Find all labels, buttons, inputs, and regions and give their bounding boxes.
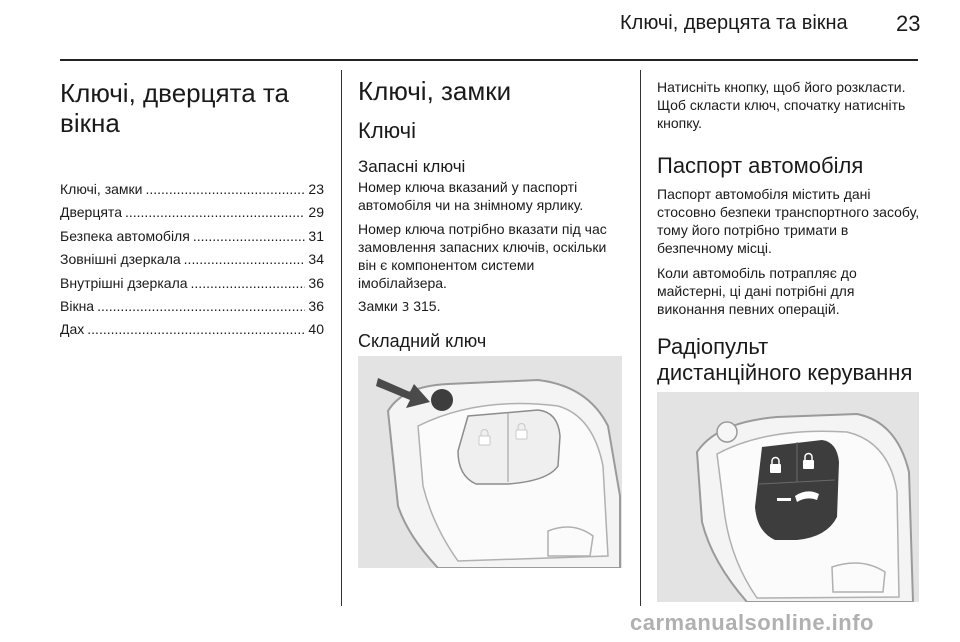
heading-vehicle-passport: Паспорт автомобіля bbox=[657, 153, 864, 178]
section-heading-keys-locks: Ключі, замки bbox=[358, 76, 512, 106]
key-release-button bbox=[431, 389, 453, 411]
toc-entry[interactable]: Внутрішні дзеркала ..... 36 bbox=[60, 272, 324, 295]
toc-entry[interactable]: Вікна ..... 36 bbox=[60, 295, 324, 318]
paragraph-passport-safety: Паспорт автомобіля містить дані стосовно безпеки транспортного засобу, тому його потрібно тримати в безпечному місці. bbox=[657, 186, 920, 256]
page-reference-arrow-icon: 3 bbox=[401, 300, 410, 314]
column-divider-1 bbox=[341, 70, 342, 606]
page-number: 23 bbox=[896, 11, 921, 36]
heading-remote-control-line-2: дистанційного керування bbox=[657, 360, 913, 385]
toc-entry[interactable]: Дах ..... 40 bbox=[60, 318, 324, 341]
toc-entry[interactable]: Ключі, замки ..... 23 bbox=[60, 178, 324, 201]
remote-key-drawing bbox=[657, 392, 919, 602]
toc-entry[interactable]: Дверцята ..... 29 bbox=[60, 201, 324, 224]
remote-control-illustration bbox=[657, 392, 919, 602]
column-divider-2 bbox=[640, 70, 641, 606]
chapter-title: Ключі, дверцята та вікна bbox=[60, 78, 289, 138]
paragraph-order-keys: Номер ключа потрібно вказати під час замовлення запасних ключів, оскільки він є компонентом системи імобілайзера. bbox=[358, 221, 607, 291]
paragraph-passport-workshop: Коли автомобіль потрапляє до майстерні, ці дані потрібні для виконання певних операцій. bbox=[657, 265, 857, 317]
running-header-title: Ключі, дверцята та вікна bbox=[620, 12, 848, 34]
cross-reference-locks[interactable]: Замки 3 315. bbox=[358, 298, 441, 314]
toc-entry[interactable]: Зовнішні дзеркала ..... 34 bbox=[60, 248, 324, 271]
chapter-toc bbox=[60, 178, 324, 342]
heading-folding-key: Складний ключ bbox=[358, 331, 487, 351]
toc-entry[interactable]: Безпека автомобіля ..... 31 bbox=[60, 225, 324, 248]
heading-remote-control-line-1: Радіопульт bbox=[657, 334, 769, 359]
subsection-heading-keys: Ключі bbox=[358, 118, 417, 143]
folding-key-illustration bbox=[358, 356, 622, 568]
heading-spare-keys: Запасні ключі bbox=[358, 157, 466, 176]
folding-key-drawing bbox=[358, 356, 622, 568]
header-rule bbox=[60, 59, 918, 61]
paragraph-unfold-key: Натисніть кнопку, щоб його розкласти. Щоб скласти ключ, спочатку натисніть кнопку. bbox=[657, 79, 906, 131]
watermark: carmanualsonline.info bbox=[630, 610, 874, 635]
key-release-button bbox=[717, 422, 737, 442]
paragraph-key-number: Номер ключа вказаний у паспорті автомобіля чи на знімному ярлику. bbox=[358, 179, 584, 213]
